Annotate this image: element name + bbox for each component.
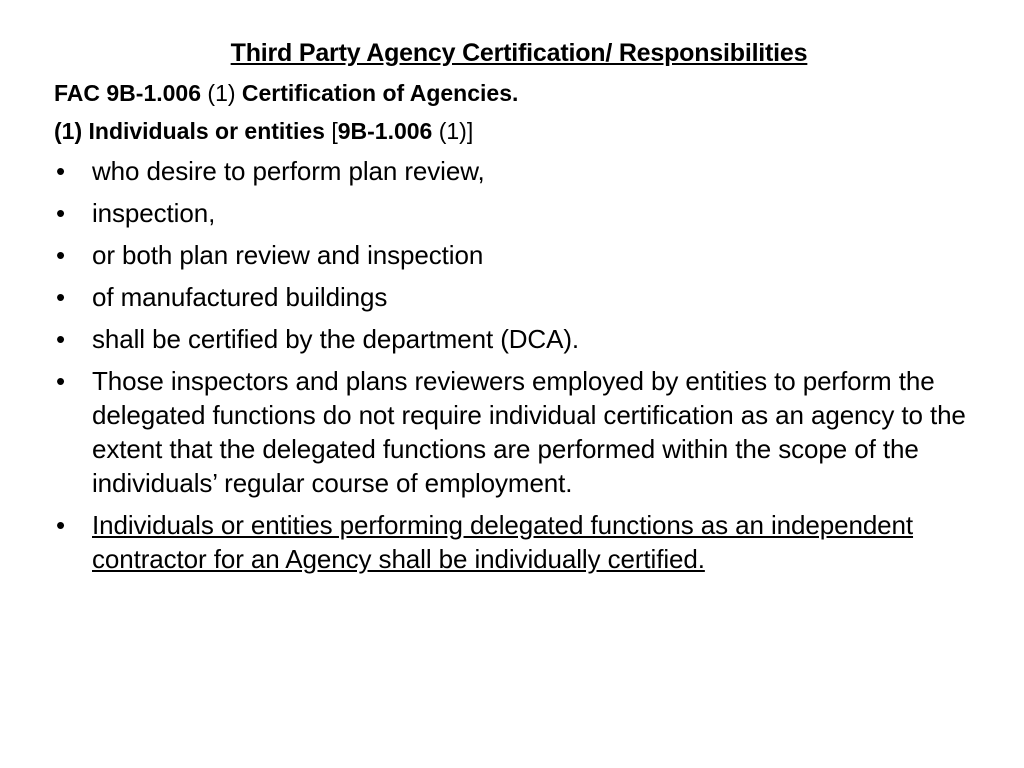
bullet-icon: • <box>56 156 66 186</box>
bullet-text-underlined: Individuals or entities performing delegated functions as an independent contractor for an Agency shall be individually certified. <box>92 510 914 574</box>
bullet-item <box>54 322 984 356</box>
bullet-text: of manufactured buildings <box>92 282 388 312</box>
subsection-line <box>54 116 984 146</box>
bullet-icon: • <box>56 240 66 270</box>
subsection-paren: (1)] <box>432 118 474 144</box>
bullet-item <box>54 154 984 188</box>
rule-heading: Certification of Agencies. <box>241 80 519 106</box>
rule-code: FAC 9B-1.006 <box>54 80 202 106</box>
slide-title: Third Party Agency Certification/ Responsibilities <box>230 39 808 67</box>
rule-subsection: (1) <box>201 80 242 106</box>
bullet-icon: • <box>56 510 66 540</box>
bullet-icon: • <box>56 324 66 354</box>
bullet-text: or both plan review and inspection <box>92 240 484 270</box>
bullet-icon: • <box>56 198 66 228</box>
subsection-code: 9B-1.006 <box>337 118 433 144</box>
bullet-icon: • <box>56 366 66 396</box>
bullet-item-underlined <box>54 508 984 576</box>
bullet-text: who desire to perform plan review, <box>92 156 485 186</box>
bullet-item <box>54 280 984 314</box>
rule-reference-line <box>54 78 984 108</box>
bullet-icon: • <box>56 282 66 312</box>
bullet-text: shall be certified by the department (DCA). <box>92 324 580 354</box>
bullet-item <box>54 238 984 272</box>
bullet-item <box>54 196 984 230</box>
bullet-text: Those inspectors and plans reviewers employed by entities to perform the delegated functions do not require individual certification as an agency to the extent that the delegated functions are performed within the scope of the individuals’ regular course of employment. <box>92 366 966 498</box>
bullet-text: inspection, <box>92 198 216 228</box>
bullet-list <box>54 154 984 576</box>
subsection-bracket-open: [ <box>324 118 338 144</box>
subsection-lead: (1) Individuals or entities <box>54 118 325 144</box>
bullet-item <box>54 364 984 500</box>
